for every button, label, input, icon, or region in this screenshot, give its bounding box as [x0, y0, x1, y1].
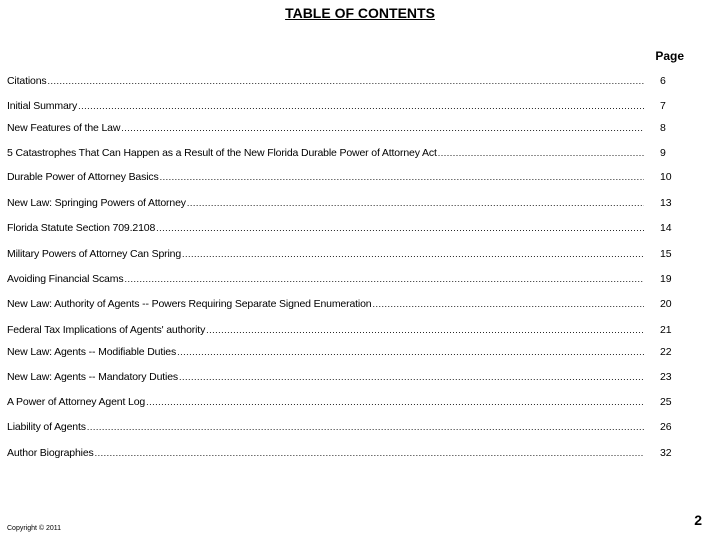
toc-entry — [7, 447, 690, 463]
toc-entry — [7, 396, 690, 412]
toc-entry — [7, 122, 690, 138]
toc-entry-page: 14 — [660, 222, 672, 234]
page-column-header: Page — [655, 49, 684, 63]
toc-entry-page: 10 — [660, 171, 672, 183]
copyright-notice: Copyright © 2011 — [7, 525, 62, 532]
toc-entry-page: 15 — [660, 248, 672, 260]
toc-entry-page: 25 — [660, 396, 672, 408]
toc-entry-label: Florida Statute Section 709.2108 — [7, 222, 156, 234]
toc-entry-page: 6 — [660, 75, 666, 87]
dot-leader — [121, 123, 644, 133]
page-number: 2 — [694, 512, 702, 528]
toc-entry — [7, 100, 690, 116]
dot-leader — [438, 148, 644, 158]
toc-entry-label: New Features of the Law — [7, 122, 121, 134]
dot-leader — [78, 101, 644, 111]
toc-entry-label: Avoiding Financial Scams — [7, 273, 124, 285]
dot-leader — [48, 76, 644, 86]
dot-leader — [95, 448, 644, 458]
dot-leader — [160, 172, 644, 182]
toc-entry-label: A Power of Attorney Agent Log — [7, 396, 146, 408]
toc-entry-label: Federal Tax Implications of Agents' authority — [7, 324, 206, 336]
dot-leader — [187, 198, 644, 208]
toc-entry-label: 5 Catastrophes That Can Happen as a Result of the New Florida Durable Power of Attorney Act — [7, 147, 437, 159]
toc-entry-label: Military Powers of Attorney Can Spring — [7, 248, 182, 260]
document-title: TABLE OF CONTENTS — [285, 5, 435, 21]
toc-entry-page: 22 — [660, 346, 672, 358]
dot-leader — [372, 299, 644, 309]
toc-entry-label: New Law: Agents -- Modifiable Duties — [7, 346, 177, 358]
toc-entry — [7, 324, 690, 340]
toc-entry — [7, 222, 690, 238]
toc-entry — [7, 273, 690, 289]
dot-leader — [124, 274, 644, 284]
toc-entry — [7, 371, 690, 387]
toc-entry-label: Initial Summary — [7, 100, 78, 112]
toc-entry — [7, 171, 690, 187]
toc-entry — [7, 248, 690, 264]
toc-entry-label: Author Biographies — [7, 447, 94, 459]
toc-entry-page: 19 — [660, 273, 672, 285]
toc-entry-page: 32 — [660, 447, 672, 459]
toc-entry-page: 23 — [660, 371, 672, 383]
dot-leader — [179, 372, 644, 382]
toc-entry-page: 20 — [660, 298, 672, 310]
toc-entry-label: New Law: Springing Powers of Attorney — [7, 197, 186, 209]
toc-entry-label: New Law: Authority of Agents -- Powers Requiring Separate Signed Enumeration — [7, 298, 372, 310]
dot-leader — [177, 347, 644, 357]
dot-leader — [206, 325, 644, 335]
toc-entry-label: Liability of Agents — [7, 421, 86, 433]
toc-entry-page: 26 — [660, 421, 672, 433]
toc-entry — [7, 298, 690, 314]
toc-entry-page: 21 — [660, 324, 672, 336]
dot-leader — [146, 397, 644, 407]
toc-entry-label: Citations — [7, 75, 47, 87]
dot-leader — [87, 422, 644, 432]
toc-entry — [7, 421, 690, 437]
toc-entry — [7, 75, 690, 91]
toc-entry-label: New Law: Agents -- Mandatory Duties — [7, 371, 178, 383]
toc-entry-label: Durable Power of Attorney Basics — [7, 171, 159, 183]
toc-entry-page: 13 — [660, 197, 672, 209]
toc-entry — [7, 197, 690, 213]
toc-entry — [7, 346, 690, 362]
dot-leader — [156, 223, 644, 233]
toc-entry — [7, 147, 690, 163]
toc-entry-page: 8 — [660, 122, 666, 134]
toc-entry-page: 9 — [660, 147, 666, 159]
toc-entry-page: 7 — [660, 100, 666, 112]
dot-leader — [182, 249, 644, 259]
